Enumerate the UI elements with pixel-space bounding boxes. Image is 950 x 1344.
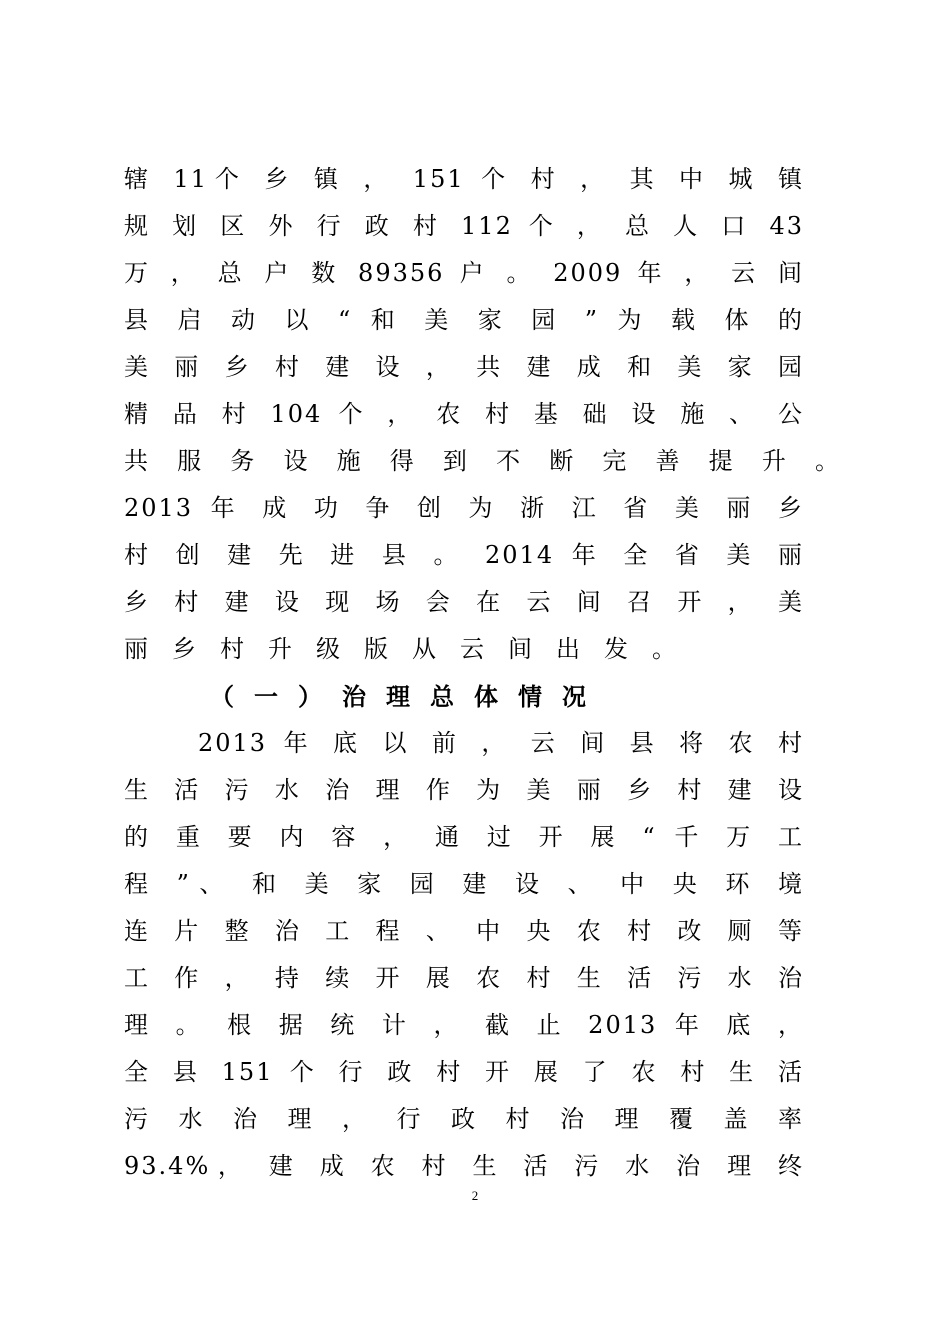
text-line: 精 品 村 104 个 ， 农 村 基 础 设 施 、 公 (124, 400, 804, 428)
text-line: 美 丽 乡 村 建 设 ， 共 建 成 和 美 家 园 (124, 353, 804, 381)
text-line: 污 水 治 理 ， 行 政 村 治 理 覆 盖 率 (124, 1105, 804, 1133)
page-number: 2 (471, 1188, 479, 1203)
text-line: 辖 11个 乡 镇 ， 151 个 村 ， 其 中 城 镇 (124, 165, 804, 193)
text-line: 丽乡村升级版从云间出发。 (124, 635, 700, 663)
text-line: 2013 年 底 以 前 ， 云 间 县 将 农 村 (198, 729, 804, 757)
body-text (124, 156, 841, 1190)
text-line: 的 重 要 内 容 ， 通 过 开 展 “ 千 万 工 (124, 823, 804, 851)
text-line: 县 启 动 以 “ 和 美 家 园 ” 为 载 体 的 (124, 306, 804, 334)
text-line: 村 创 建 先 进 县 。 2014 年 全 省 美 丽 (124, 541, 804, 569)
text-line: 共 服 务 设 施 得 到 不 断 完 善 提 升 。 (124, 447, 841, 475)
text-line: 生 活 污 水 治 理 作 为 美 丽 乡 村 建 设 (124, 776, 804, 804)
text-line: 乡 村 建 设 现 场 会 在 云 间 召 开 ， 美 (124, 588, 804, 616)
text-line: 万 ， 总 户 数 89356 户 。 2009 年 ， 云 间 (124, 259, 804, 287)
text-line: 工 作 ， 持 续 开 展 农 村 生 活 污 水 治 (124, 964, 804, 992)
text-line: 全 县 151 个 行 政 村 开 展 了 农 村 生 活 (124, 1058, 804, 1086)
text-line: 2013 年 成 功 争 创 为 浙 江 省 美 丽 乡 (124, 494, 804, 522)
text-line: 理 。 根 据 统 计 ， 截 止 2013 年 底 ， (124, 1011, 804, 1039)
text-line: 连 片 整 治 工 程 、 中 央 农 村 改 厕 等 (124, 917, 804, 945)
text-line: 程 ”、 和 美 家 园 建 设 、 中 央 环 境 (124, 870, 804, 898)
text-line: 规 划 区 外 行 政 村 112 个 ， 总 人 口 43 (124, 212, 804, 240)
section-heading: （一）治理总体情况 (210, 682, 606, 711)
text-line: 93.4%， 建 成 农 村 生 活 污 水 治 理 终 (124, 1152, 804, 1180)
